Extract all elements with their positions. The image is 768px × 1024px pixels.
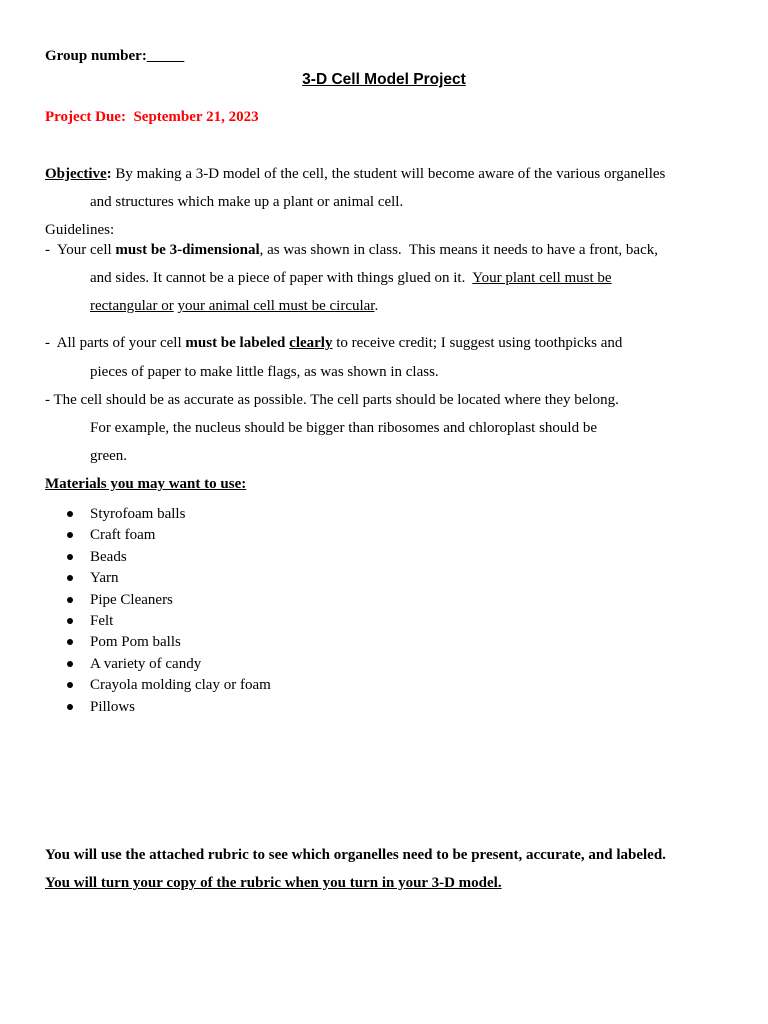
footer-rubric-note: You will use the attached rubric to see which organelles need to be present, accurate, and labeled. <box>45 847 666 863</box>
list-item <box>45 569 271 590</box>
material-label: Felt <box>90 612 114 629</box>
document-title: 3-D Cell Model Project <box>302 71 466 88</box>
project-due-line <box>45 108 259 126</box>
guideline-2-line-1 <box>45 334 622 352</box>
materials-heading: Materials you may want to use: <box>45 476 247 492</box>
guideline-2-clearly: clearly <box>289 335 333 351</box>
bullet-icon <box>67 639 73 645</box>
guideline-1-pre: - Your cell <box>45 242 116 258</box>
project-due-label: Project Due: <box>45 109 126 125</box>
guideline-1-line-3 <box>90 297 378 315</box>
guideline-3-line-3: green. <box>90 448 128 464</box>
list-item <box>45 633 271 654</box>
bullet-icon <box>67 704 73 710</box>
guidelines-heading: Guidelines: <box>45 222 115 238</box>
bullet-icon <box>67 682 73 688</box>
material-label: Crayola molding clay or foam <box>90 677 271 694</box>
guideline-1-line-2-text: and sides. It cannot be a piece of paper with things glued on it. <box>90 270 473 286</box>
material-label: Pipe Cleaners <box>90 591 173 608</box>
guideline-1-plant-cell-rule: Your plant cell must be <box>472 270 612 286</box>
bullet-icon <box>67 511 73 517</box>
materials-list <box>45 505 271 719</box>
bullet-icon <box>67 618 73 624</box>
material-label: Yarn <box>90 570 119 587</box>
objective-line-2: and structures which make up a plant or animal cell. <box>90 194 404 210</box>
guideline-3-line-1: - The cell should be as accurate as possible. The cell parts should be located where they belong. <box>45 392 619 408</box>
bullet-icon <box>67 575 73 581</box>
list-item <box>45 505 271 526</box>
group-number-label: Group number: <box>45 48 147 64</box>
guideline-2-line-2: pieces of paper to make little flags, as was shown in class. <box>90 364 439 380</box>
guideline-2-pre: - All parts of your cell <box>45 335 186 351</box>
bullet-icon <box>67 532 73 538</box>
guideline-2-post: to receive credit; I suggest using toothpicks and <box>332 335 623 351</box>
guideline-1-line-2 <box>90 269 612 287</box>
material-label: Craft foam <box>90 527 156 544</box>
list-item <box>45 676 271 697</box>
guideline-2-bold: must be labeled <box>185 335 286 351</box>
objective-line-1 <box>45 165 665 183</box>
material-label: Beads <box>90 548 127 565</box>
footer-turn-in-note: You will turn your copy of the rubric when you turn in your 3-D model. <box>45 875 502 891</box>
guideline-1-post: , as was shown in class. This means it needs to have a front, back, <box>259 242 658 258</box>
list-item <box>45 526 271 547</box>
objective-colon: : <box>106 166 112 182</box>
material-label: Styrofoam balls <box>90 506 186 522</box>
material-label: A variety of candy <box>90 655 202 672</box>
group-number-blank <box>147 48 185 64</box>
list-item <box>45 655 271 676</box>
bullet-icon <box>67 597 73 603</box>
guideline-3-line-2: For example, the nucleus should be bigger than ribosomes and chloroplast should be <box>90 420 597 436</box>
list-item <box>45 612 271 633</box>
group-number-line <box>45 47 184 65</box>
list-item <box>45 548 271 569</box>
guideline-1-bold: must be 3-dimensional <box>115 242 260 258</box>
guideline-1-animal-cell-rule: your animal cell must be circular <box>177 298 375 314</box>
guideline-1-rectangular: rectangular or <box>90 298 174 314</box>
objective-text-1: By making a 3-D model of the cell, the student will become aware of the various organelles <box>111 166 666 182</box>
material-label: Pom Pom balls <box>90 634 181 651</box>
guideline-1-period: . <box>374 298 379 314</box>
list-item <box>45 591 271 612</box>
list-item <box>45 698 271 719</box>
bullet-icon <box>67 554 73 560</box>
project-due-date: September 21, 2023 <box>133 109 259 125</box>
objective-label: Objective <box>45 166 107 182</box>
material-label: Pillows <box>90 698 136 715</box>
bullet-icon <box>67 661 73 667</box>
guideline-1-line-1 <box>45 241 658 259</box>
